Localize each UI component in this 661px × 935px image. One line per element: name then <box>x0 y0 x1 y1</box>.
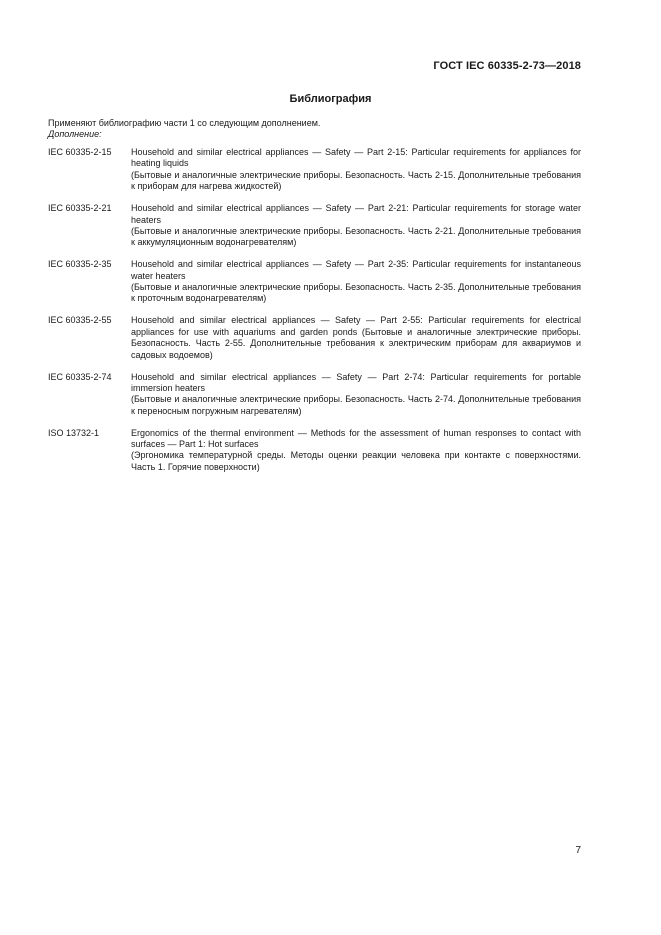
bibliography-list <box>48 147 581 484</box>
bibliography-entry <box>48 428 581 474</box>
bibliography-entry <box>48 315 581 361</box>
entry-title-en: Household and similar electrical appliances — Safety — Part 2-35: Particular requirements for instantaneous water heaters <box>131 259 581 281</box>
entry-code: IEC 60335-2-15 <box>48 147 112 157</box>
entry-code: IEC 60335-2-55 <box>48 315 112 326</box>
entry-title-ru: (Бытовые и аналогичные электрические приборы. Безопасность. Часть 2-15. Дополнительные требования к приборам для нагрева жидкостей) <box>131 169 581 192</box>
entry-description <box>131 372 581 418</box>
entry-description <box>131 203 581 249</box>
entry-title-en: Household and similar electrical appliances — Safety — Part 2-15: Particular requirements for appliances for heating liquids <box>131 147 581 169</box>
page-number: 7 <box>575 845 581 856</box>
entry-title-ru: (Бытовые и аналогичные электрические приборы. Безопасность. Часть 2-21. Дополнительные требования к аккумуляционным водонагревателям) <box>131 225 581 248</box>
intro-block <box>48 118 588 140</box>
bibliography-entry <box>48 372 581 418</box>
entry-title-en: Household and similar electrical appliances — Safety — Part 2-74: Particular requirements for portable immersion heaters <box>131 371 581 393</box>
entry-title-en: Ergonomics of the thermal environment — Methods for the assessment of human responses to contact with surfaces — Part 1: Hot surfaces <box>131 427 581 450</box>
entry-title-en: Household and similar electrical appliances — Safety — Part 2-55: Particular requirements for electrical appliances for use with aquariums and garden ponds (Бытовые и аналогичные электрические приборы. Безопасность. Часть 2-55. Дополнительные требования к электрическим приборам для аквариумов и садовых водоемов) <box>131 315 581 360</box>
bibliography-entry <box>48 147 581 193</box>
entry-code: ISO 13732-1 <box>48 427 100 438</box>
entry-code: IEC 60335-2-21 <box>48 203 112 214</box>
supplement-label: Дополнение: <box>48 129 102 139</box>
entry-description <box>131 147 581 193</box>
entry-title-ru: (Бытовые и аналогичные электрические приборы. Безопасность. Часть 2-35. Дополнительные требования к проточным водонагревателям) <box>131 282 581 304</box>
entry-code: IEC 60335-2-35 <box>48 259 112 270</box>
entry-title-ru: (Эргономика температурной среды. Методы оценки реакции человека при контакте с поверхностями. Часть 1. Горячие поверхности) <box>131 450 581 472</box>
bibliography-entry <box>48 259 581 305</box>
intro-text: Применяют библиографию части 1 со следующим дополнением. <box>48 118 321 128</box>
entry-code: IEC 60335-2-74 <box>48 371 112 382</box>
section-title: Библиография <box>289 93 372 105</box>
entry-title-ru: (Бытовые и аналогичные электрические приборы. Безопасность. Часть 2-74. Дополнительные требования к переносным погружным нагревателям) <box>131 394 581 416</box>
entry-title-en: Household and similar electrical appliances — Safety — Part 2-21: Particular requirements for storage water heaters <box>131 203 581 225</box>
entry-description <box>131 259 581 305</box>
bibliography-entry <box>48 203 581 249</box>
entry-description <box>131 428 581 474</box>
standard-code-header: ГОСТ IEC 60335-2-73—2018 <box>433 60 581 72</box>
entry-description <box>131 315 581 361</box>
